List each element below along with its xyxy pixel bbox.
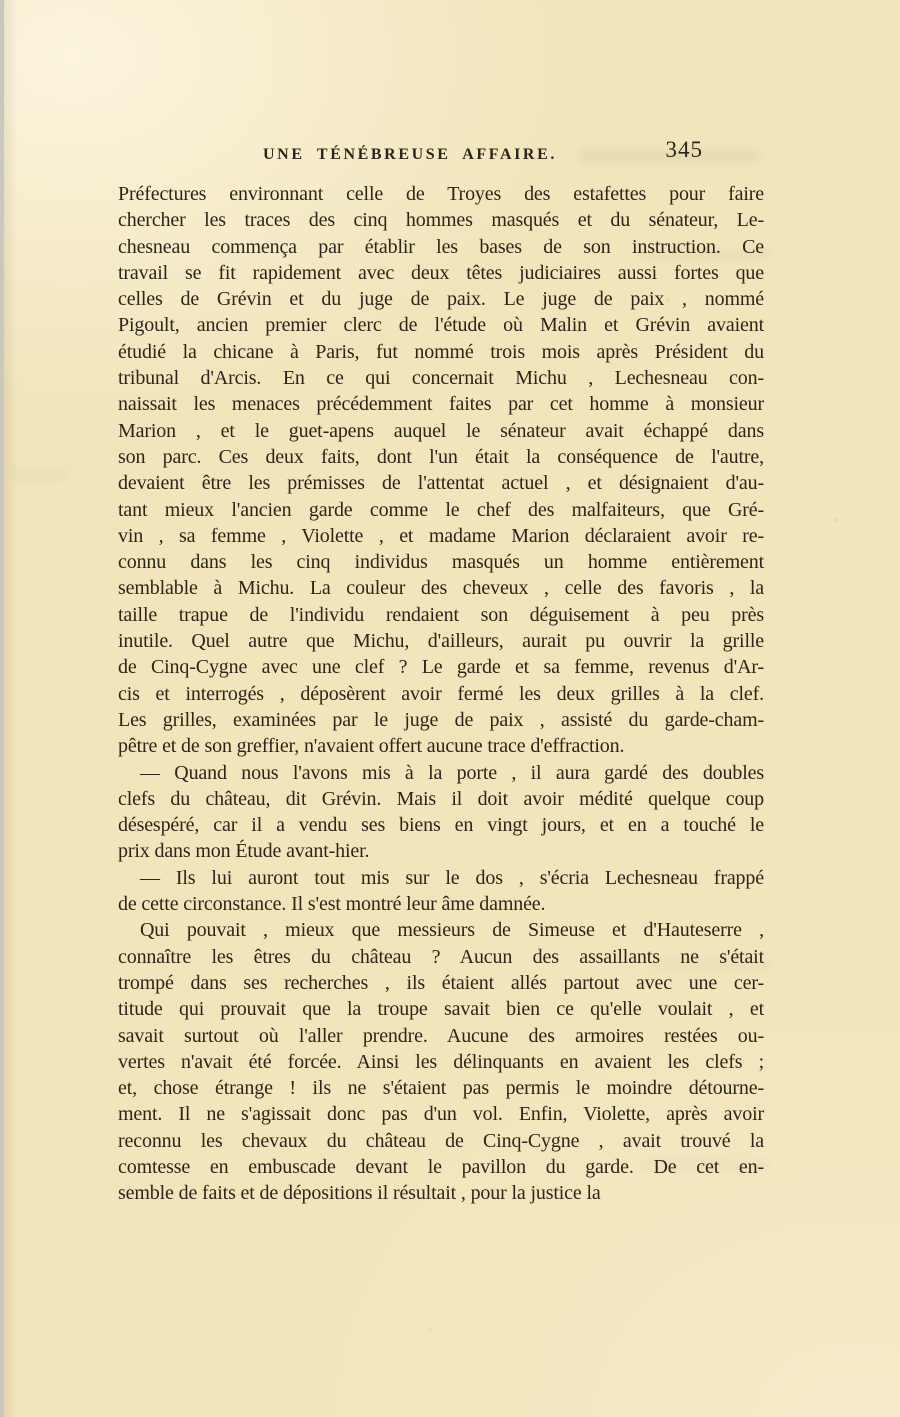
scan-edge-shadow bbox=[4, 0, 18, 1417]
paragraph bbox=[118, 760, 764, 865]
text-line: ment. Il ne s'agissait donc pas d'un vol. Enfin, Violette, après avoir bbox=[118, 1103, 764, 1126]
text-line: — Quand nous l'avons mis à la porte , il aura gardé des doubles bbox=[140, 761, 764, 784]
text-line: trompé dans ses recherches , ils étaient allés partout avec une cer- bbox=[118, 971, 764, 994]
text-line: vin , sa femme , Violette , et madame Marion déclaraient avoir re- bbox=[118, 524, 764, 547]
text-line: Les grilles, examinées par le juge de paix , assisté du garde-cham- bbox=[118, 708, 764, 731]
text-line: connu dans les cinq individus masqués un homme entièrement bbox=[118, 551, 764, 574]
text-line: vertes n'avait été forcée. Ainsi les délinquants en avaient les clefs ; bbox=[118, 1050, 764, 1073]
text-line: clefs du château, dit Grévin. Mais il doit avoir médité quelque coup bbox=[118, 787, 764, 810]
text-line: savait surtout où l'aller prendre. Aucune des armoires restées ou- bbox=[118, 1024, 764, 1047]
text-line: chesneau commença par établir les bases de son instruction. Ce bbox=[118, 235, 764, 258]
paragraph bbox=[118, 181, 764, 760]
text-line: désespéré, car il a vendu ses biens en vingt jours, et en a touché le bbox=[118, 814, 764, 837]
text-line: reconnu les chevaux du château de Cinq-Cygne , avait trouvé la bbox=[118, 1129, 764, 1152]
text-line: taille trapue de l'individu rendaient son déguisement à peu près bbox=[118, 603, 764, 626]
text-line: prix dans mon Étude avant-hier. bbox=[118, 840, 370, 863]
page-number: 345 bbox=[665, 137, 703, 162]
text-line: naissait les menaces précédemment faites par cet homme à monsieur bbox=[118, 393, 764, 416]
paragraph bbox=[118, 865, 764, 918]
text-line: Préfectures environnant celle de Troyes des estafettes pour faire bbox=[118, 183, 764, 205]
page-body bbox=[118, 181, 764, 1207]
text-line: étudié la chicane à Paris, fut nommé trois mois après Président du bbox=[118, 340, 764, 363]
text-line: et, chose étrange ! ils ne s'étaient pas permis le moindre détourne- bbox=[118, 1077, 764, 1100]
text-line: Qui pouvait , mieux que messieurs de Simeuse et d'Hauteserre , bbox=[140, 919, 764, 942]
text-line: Pigoult, ancien premier clerc de l'étude où Malin et Grévin avaient bbox=[118, 314, 764, 337]
text-line: celles de Grévin et du juge de paix. Le juge de paix , nommé bbox=[118, 288, 764, 311]
text-line: semble de faits et de dépositions il résultait , pour la justice la bbox=[118, 1182, 601, 1205]
text-line: comtesse en embuscade devant le pavillon du garde. De cet en- bbox=[118, 1155, 764, 1178]
text-line: devaient être les prémisses de l'attentat actuel , et désignaient d'au- bbox=[118, 472, 764, 495]
text-line: travail se fit rapidement avec deux têtes judiciaires aussi fortes que bbox=[118, 261, 764, 284]
text-line: son parc. Ces deux faits, dont l'un était la conséquence de l'autre, bbox=[118, 445, 764, 468]
text-line: chercher les traces des cinq hommes masqués et du sénateur, Le- bbox=[118, 209, 764, 232]
text-line: — Ils lui auront tout mis sur le dos , s'écria Lechesneau frappé bbox=[140, 866, 764, 889]
paragraph bbox=[118, 917, 764, 1206]
text-line: Marion , et le guet-apens auquel le sénateur avait échappé dans bbox=[118, 419, 764, 442]
text-line: tribunal d'Arcis. En ce qui concernait Michu , Lechesneau con- bbox=[118, 367, 764, 390]
text-line: de Cinq-Cygne avec une clef ? Le garde et sa femme, revenus d'Ar- bbox=[118, 656, 764, 679]
text-line: connaître les êtres du château ? Aucun des assaillants ne s'était bbox=[118, 945, 764, 968]
text-line: de cette circonstance. Il s'est montré leur âme damnée. bbox=[118, 893, 546, 916]
text-line: pêtre et de son greffier, n'avaient offert aucune trace d'effraction. bbox=[118, 735, 625, 758]
text-line: inutile. Quel autre que Michu, d'ailleurs, aurait pu ouvrir la grille bbox=[118, 630, 764, 653]
running-head-title: UNE TÉNÉBREUSE AFFAIRE. bbox=[263, 146, 557, 163]
text-line: cis et interrogés , déposèrent avoir fermé les deux grilles à la clef. bbox=[118, 682, 764, 705]
verso-showthrough bbox=[10, 470, 70, 480]
text-line: semblable à Michu. La couleur des cheveux , celle des favoris , la bbox=[118, 577, 764, 600]
text-line: tant mieux l'ancien garde comme le chef des malfaiteurs, que Gré- bbox=[118, 498, 764, 521]
text-line: titude qui prouvait que la troupe savait bien ce qu'elle voulait , et bbox=[118, 998, 764, 1021]
